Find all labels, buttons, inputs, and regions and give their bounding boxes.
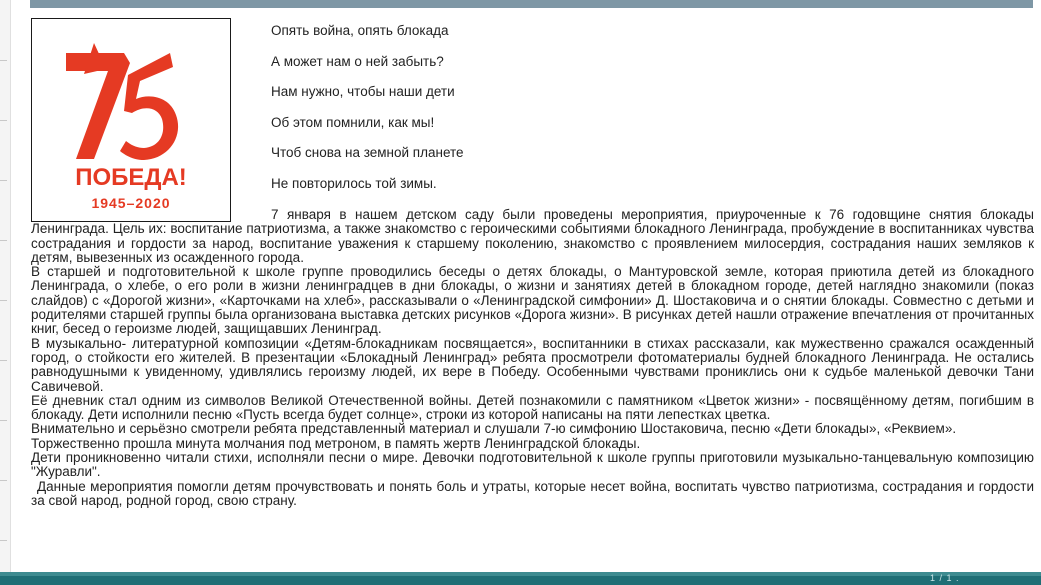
logo-title: ПОБЕДА! <box>75 164 187 191</box>
article-body <box>31 208 1034 508</box>
digit-five-shape <box>120 53 178 160</box>
rail-tick <box>0 300 7 301</box>
top-header-bar <box>30 0 1033 8</box>
poem-line: Не повторилось той зимы. <box>271 175 437 191</box>
poem-line: Опять война, опять блокада <box>271 23 449 38</box>
poem-line: А может нам о ней забыть? <box>271 53 444 69</box>
paragraph-poems-songs: Дети проникновенно читали стихи, исполняли песни о мире. Девочки подготовительной к школе группы приготовили музыкально-танцевальную композицию "Журавли". <box>31 450 1034 480</box>
rail-tick <box>0 240 7 241</box>
logo-float-spacer <box>31 208 255 222</box>
rail-tick <box>0 120 7 121</box>
poem-line: Об этом помнили, как мы! <box>271 114 435 130</box>
poem-line: Нам нужно, чтобы наши дети <box>271 84 455 100</box>
victory-75-logo <box>31 18 231 222</box>
paragraph-symphony: Внимательно и серьёзно смотрели ребята представленный материал и слушали 7-ю симфонию Шостаковича, песню «Дети блокады», «Реквием». <box>31 421 957 437</box>
rail-tick <box>0 540 7 541</box>
logo-years: 1945–2020 <box>91 195 171 211</box>
paragraph-activities: В старшей и подготовительной к школе группе проводились беседы о детях блокады, о Мантуровской земле, которая приютила детей из блокадного Ленинграда, о хлебе, о его роли в жизни ленинградцев в дни блокады, о жизни и занятиях детей в блокадном городе, детей наглядно знакомили (показ слайдов) с «Дорогой жизни», «Карточками на хлеб», рассказывали о «Ленинградской симфонии» Д. Шостаковича и о снятии блокады. Совместно с детьми и родителями старшей группы была организована выставка детских рисунков «Дорога жизни». В рисунках детей нашли отражение впечатления от прочитанных книг, бесед о героизме людей, защищавших Ленинград. <box>31 264 1034 337</box>
footer-marker: 1 / 1 . <box>930 573 960 583</box>
left-scroll-rail <box>0 0 11 574</box>
rail-tick <box>0 60 7 61</box>
footer-highlight-strip <box>0 572 1041 576</box>
bottom-footer-bar <box>0 572 1041 585</box>
paragraph-intro: 7 января в нашем детском саду были проведены мероприятия, приуроченные к 76 годовщине снятия блокады Ленинграда. Цель их: воспитание патриотизма, а также знакомство с героическими событиями блокадного Ленинграда, пробуждение в воспитанниках чувства сострадания и гордости за народ, воспитание уважения к старшему поколению, знакомство с проявлением милосердия, сострадания наших земляков к детям, вывезенных из осажденного города. <box>31 207 1034 265</box>
poem <box>271 22 464 206</box>
paragraph-conclusion: Данные мероприятия помогли детям прочувствовать и понять боль и утраты, которые несет война, воспитать чувство патриотизма, сострадания и гордости за свой народ, родной город, свою страну. <box>31 478 1034 508</box>
paragraph-composition: В музыкально- литературной композиции «Детям-блокадникам посвящается», воспитанники в стихах рассказали, как мужественно сражался осажденный город, о стойкости его жителей. В презентации «Блокадный Ленинград» ребята просмотрели фотоматериалы будней блокадного Ленинграда. Не остались равнодушными к увиденному, удивлялись героизму людей, их вере в Победу. Особенными чувствами прониклись они к судьбе маленькой девочки Тани Савичевой. <box>31 335 1034 394</box>
poem-line: Чтоб снова на земной планете <box>271 145 464 161</box>
rail-tick <box>0 180 7 181</box>
victory-75-emblem-icon <box>32 19 230 221</box>
paragraph-diary: Её дневник стал одним из символов Великой Отечественной войны. Детей познакомили с памятником «Цветок жизни» - посвящённому детям, погибшим в блокаду. Дети исполнили песню «Пусть всегда будет солнце», строки из которой написаны на пяти лепестках цветка. <box>31 392 1034 423</box>
rail-tick <box>0 480 7 481</box>
rail-tick <box>0 360 7 361</box>
rail-tick <box>0 420 7 421</box>
paragraph-minute-silence: Торжественно прошла минута молчания под метроном, в память жертв Ленинградской блокады. <box>31 435 641 451</box>
